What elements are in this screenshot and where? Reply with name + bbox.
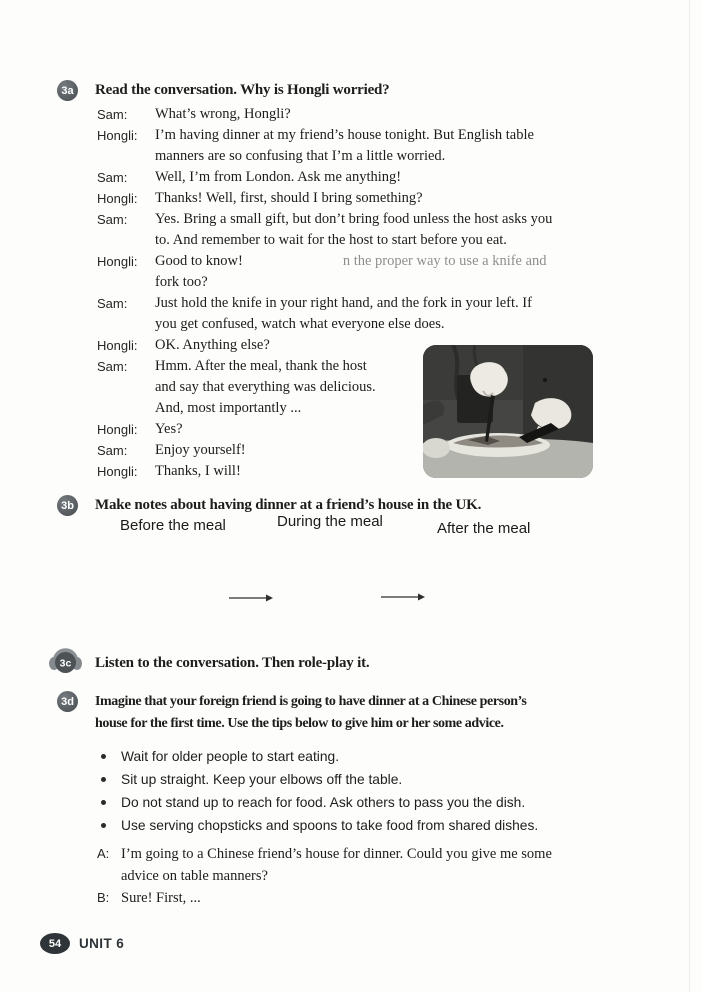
bullet-icon xyxy=(101,800,106,805)
section-3b-badge: 3b xyxy=(57,495,78,516)
dialogue-text: Thanks! Well, first, should I bring something? xyxy=(155,190,423,206)
speaker-label: Hongli: xyxy=(97,128,138,143)
dialogue-text: Hmm. After the meal, thank the host xyxy=(155,358,367,374)
dialogue-role-label xyxy=(97,865,121,887)
conversation-line xyxy=(97,146,552,167)
column-header: After the meal xyxy=(437,520,531,537)
dialogue-text: Enjoy yourself! xyxy=(155,442,246,458)
speaker-label: Sam: xyxy=(97,107,128,122)
dialogue-text: to. And remember to wait for the host to start before you eat. xyxy=(155,232,507,248)
page-edge-shadow xyxy=(689,0,690,992)
dialogue-text: And, most importantly ... xyxy=(155,400,302,416)
column-header: During the meal xyxy=(277,513,383,530)
conversation-line xyxy=(97,209,552,230)
speaker-label xyxy=(97,398,155,419)
dialogue-line xyxy=(97,865,552,887)
section-3c-heading: Listen to the conversation. Then role-play it. xyxy=(95,655,370,671)
dialogue-text: I’m having dinner at my friend’s house tonight. But English table xyxy=(155,127,534,143)
section-3d-heading-line2: house for the first time. Use the tips below to give him or her some advice. xyxy=(95,716,504,731)
dialogue-text: you get confused, watch what everyone else does. xyxy=(155,316,445,332)
page-number-badge: 54 xyxy=(40,933,70,954)
dialogue-text-faded: n the proper way to use a knife and xyxy=(342,253,547,269)
tip-item xyxy=(101,768,538,791)
dialogue-line-text: Sure! First, ... xyxy=(121,890,201,906)
speaker-label xyxy=(97,314,155,335)
tip-item xyxy=(101,791,538,814)
section-3c-header xyxy=(57,650,369,680)
speaker-label xyxy=(97,272,155,293)
section-3d-heading-line1: Imagine that your foreign friend is going to have dinner at a Chinese person’s xyxy=(95,694,527,709)
bullet-icon xyxy=(101,754,106,759)
photo-illustration xyxy=(423,345,593,478)
section-3a-badge: 3a xyxy=(57,80,78,101)
conversation-line xyxy=(97,188,552,209)
speaker-label: Sam: xyxy=(97,443,128,458)
tip-item xyxy=(101,814,538,837)
dialogue-role-label: B: xyxy=(97,890,110,905)
section-3b-heading: Make notes about having dinner at a friend’s house in the UK. xyxy=(95,497,482,513)
speaker-label: Sam: xyxy=(97,170,128,185)
dialogue-text: Thanks, I will! xyxy=(155,463,241,479)
speaker-label: Hongli: xyxy=(97,254,138,269)
section-3a-header xyxy=(57,80,389,101)
conversation-line xyxy=(97,293,552,314)
dialogue-text: What’s wrong, Hongli? xyxy=(155,106,291,122)
speaker-label: Hongli: xyxy=(97,191,138,206)
speaker-label: Hongli: xyxy=(97,338,138,353)
column-header: Before the meal xyxy=(120,517,226,534)
dialogue-text: manners are so confusing that I’m a little worried. xyxy=(155,148,446,164)
bullet-icon xyxy=(101,777,106,782)
conversation-line xyxy=(97,125,552,146)
section-3c-badge: 3c xyxy=(59,657,72,670)
dialogue-text: Just hold the knife in your right hand, and the fork in your left. If xyxy=(155,295,532,311)
tips-list xyxy=(101,745,538,837)
dialogue-line-text: I’m going to a Chinese friend’s house for dinner. Could you give me some xyxy=(121,846,552,862)
tip-item xyxy=(101,745,538,768)
conversation-line xyxy=(97,167,552,188)
section-3d-heading xyxy=(95,691,526,735)
page-footer xyxy=(40,933,124,954)
model-dialogue xyxy=(97,843,552,909)
dialogue-text: Yes. Bring a small gift, but don’t bring food unless the host asks you xyxy=(155,211,553,227)
section-3d-header xyxy=(57,691,526,735)
dialogue-line-text: advice on table manners? xyxy=(121,868,268,884)
unit-label: UNIT 6 xyxy=(79,936,125,951)
conversation-line xyxy=(97,272,552,293)
section-3d-badge: 3d xyxy=(57,691,78,712)
speaker-label: Hongli: xyxy=(97,422,138,437)
conversation-line xyxy=(97,230,552,251)
dialogue-text: Good to know! xyxy=(155,253,243,269)
speaker-label: Sam: xyxy=(97,212,128,227)
arrow-right-icon xyxy=(380,589,426,607)
tip-text: Wait for older people to start eating. xyxy=(121,749,340,764)
dialogue-text: OK. Anything else? xyxy=(155,337,270,353)
speaker-label xyxy=(97,377,155,398)
dialogue-role-label: A: xyxy=(97,846,110,861)
arrow-right-icon xyxy=(228,590,274,608)
conversation-line xyxy=(97,104,552,125)
dialogue-line xyxy=(97,887,552,909)
dinner-table-photo xyxy=(423,345,593,478)
headphones-icon xyxy=(47,647,84,680)
conversation-line xyxy=(97,251,552,272)
speaker-label xyxy=(97,230,155,251)
section-3b-header xyxy=(57,495,481,516)
dialogue-text: fork too? xyxy=(155,274,208,290)
section-3a-heading: Read the conversation. Why is Hongli worried? xyxy=(95,82,390,98)
conversation-line xyxy=(97,314,552,335)
speaker-label: Sam: xyxy=(97,296,128,311)
tip-text: Do not stand up to reach for food. Ask others to pass you the dish. xyxy=(121,795,526,810)
dialogue-text: and say that everything was delicious. xyxy=(155,379,376,395)
dialogue-text: Yes? xyxy=(155,421,183,437)
speaker-label: Sam: xyxy=(97,359,128,374)
tip-text: Sit up straight. Keep your elbows off the table. xyxy=(121,772,403,787)
speaker-label: Hongli: xyxy=(97,464,138,479)
speaker-label xyxy=(97,146,155,167)
dialogue-line xyxy=(97,843,552,865)
tip-text: Use serving chopsticks and spoons to take food from shared dishes. xyxy=(121,818,539,833)
bullet-icon xyxy=(101,823,106,828)
dialogue-text: Well, I’m from London. Ask me anything! xyxy=(155,169,402,185)
